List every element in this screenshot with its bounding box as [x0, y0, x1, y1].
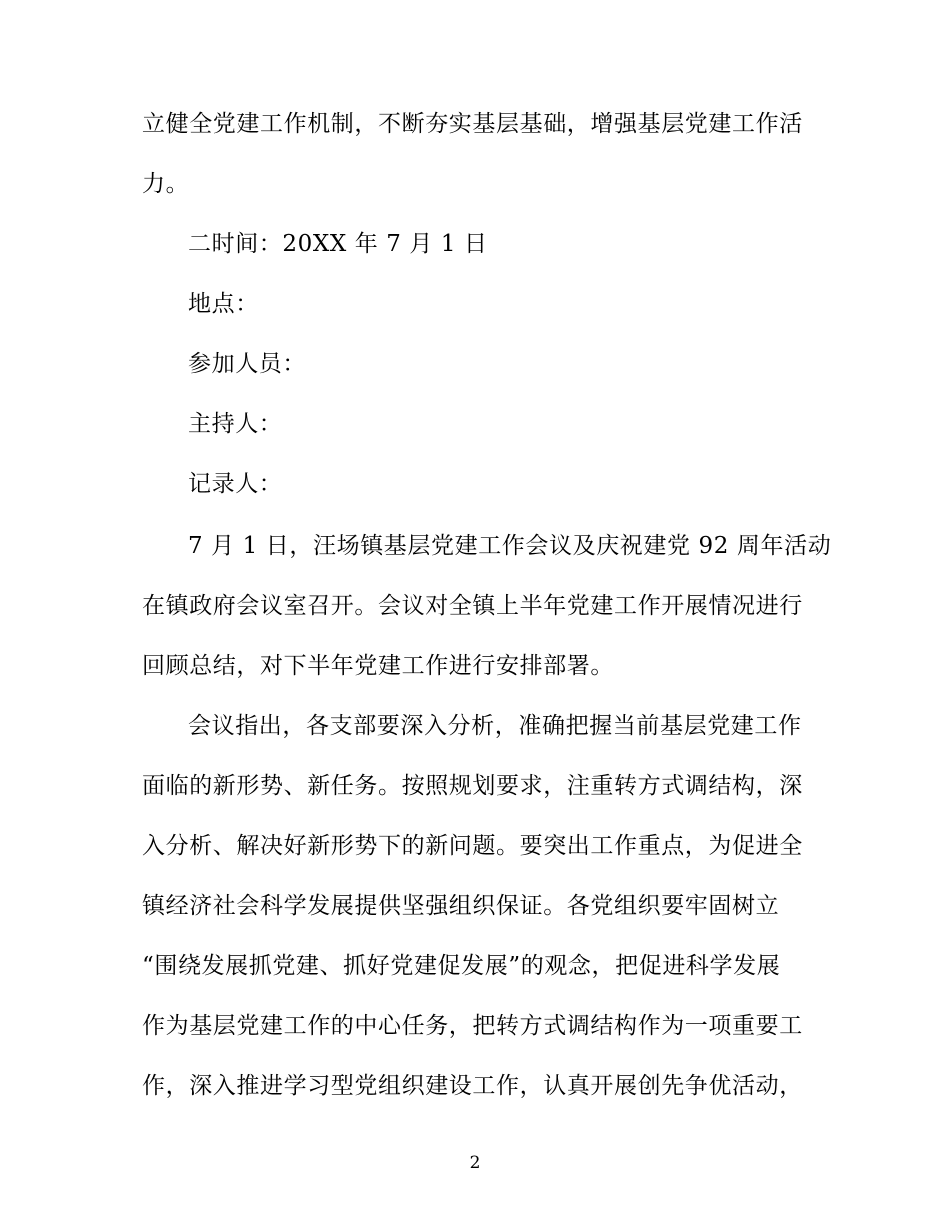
- paragraph-line: 7 月 1 日，汪场镇基层党建工作会议及庆祝建党 92 周年活动: [188, 533, 832, 559]
- page-number: 2: [469, 1153, 481, 1173]
- paragraph-line: 立健全党建工作机制，不断夯实基层基础，增强基层党建工作活: [142, 111, 803, 137]
- paragraph-line: 会议指出，各支部要深入分析，准确把握当前基层党建工作: [188, 713, 802, 739]
- paragraph-line: 面临的新形势、新任务。按照规划要求，注重转方式调结构，深: [142, 773, 803, 799]
- paragraph-line: 力。: [142, 171, 190, 197]
- paragraph-line: 回顾总结，对下半年党建工作进行安排部署。: [142, 653, 614, 679]
- paragraph-line: 作，深入推进学习型党组织建设工作，认真开展创先争优活动，: [142, 1073, 803, 1099]
- time-line: 二时间：20XX 年 7 月 1 日: [188, 231, 488, 257]
- location-line: 地点：: [188, 291, 259, 317]
- paragraph-line: 在镇政府会议室召开。会议对全镇上半年党建工作开展情况进行: [142, 593, 803, 619]
- paragraph-line: “围绕发展抓党建、抓好党建促发展”的观念，把促进科学发展: [142, 953, 781, 979]
- paragraph-line: 入分析、解决好新形势下的新问题。要突出工作重点，为促进全: [142, 833, 803, 859]
- paragraph-line: 作为基层党建工作的中心任务，把转方式调结构作为一项重要工: [142, 1013, 803, 1039]
- host-line: 主持人：: [188, 411, 283, 437]
- paragraph-line: 镇经济社会科学发展提供坚强组织保证。各党组织要牢固树立: [142, 893, 780, 919]
- attendees-line: 参加人员：: [188, 351, 306, 377]
- recorder-line: 记录人：: [188, 471, 283, 497]
